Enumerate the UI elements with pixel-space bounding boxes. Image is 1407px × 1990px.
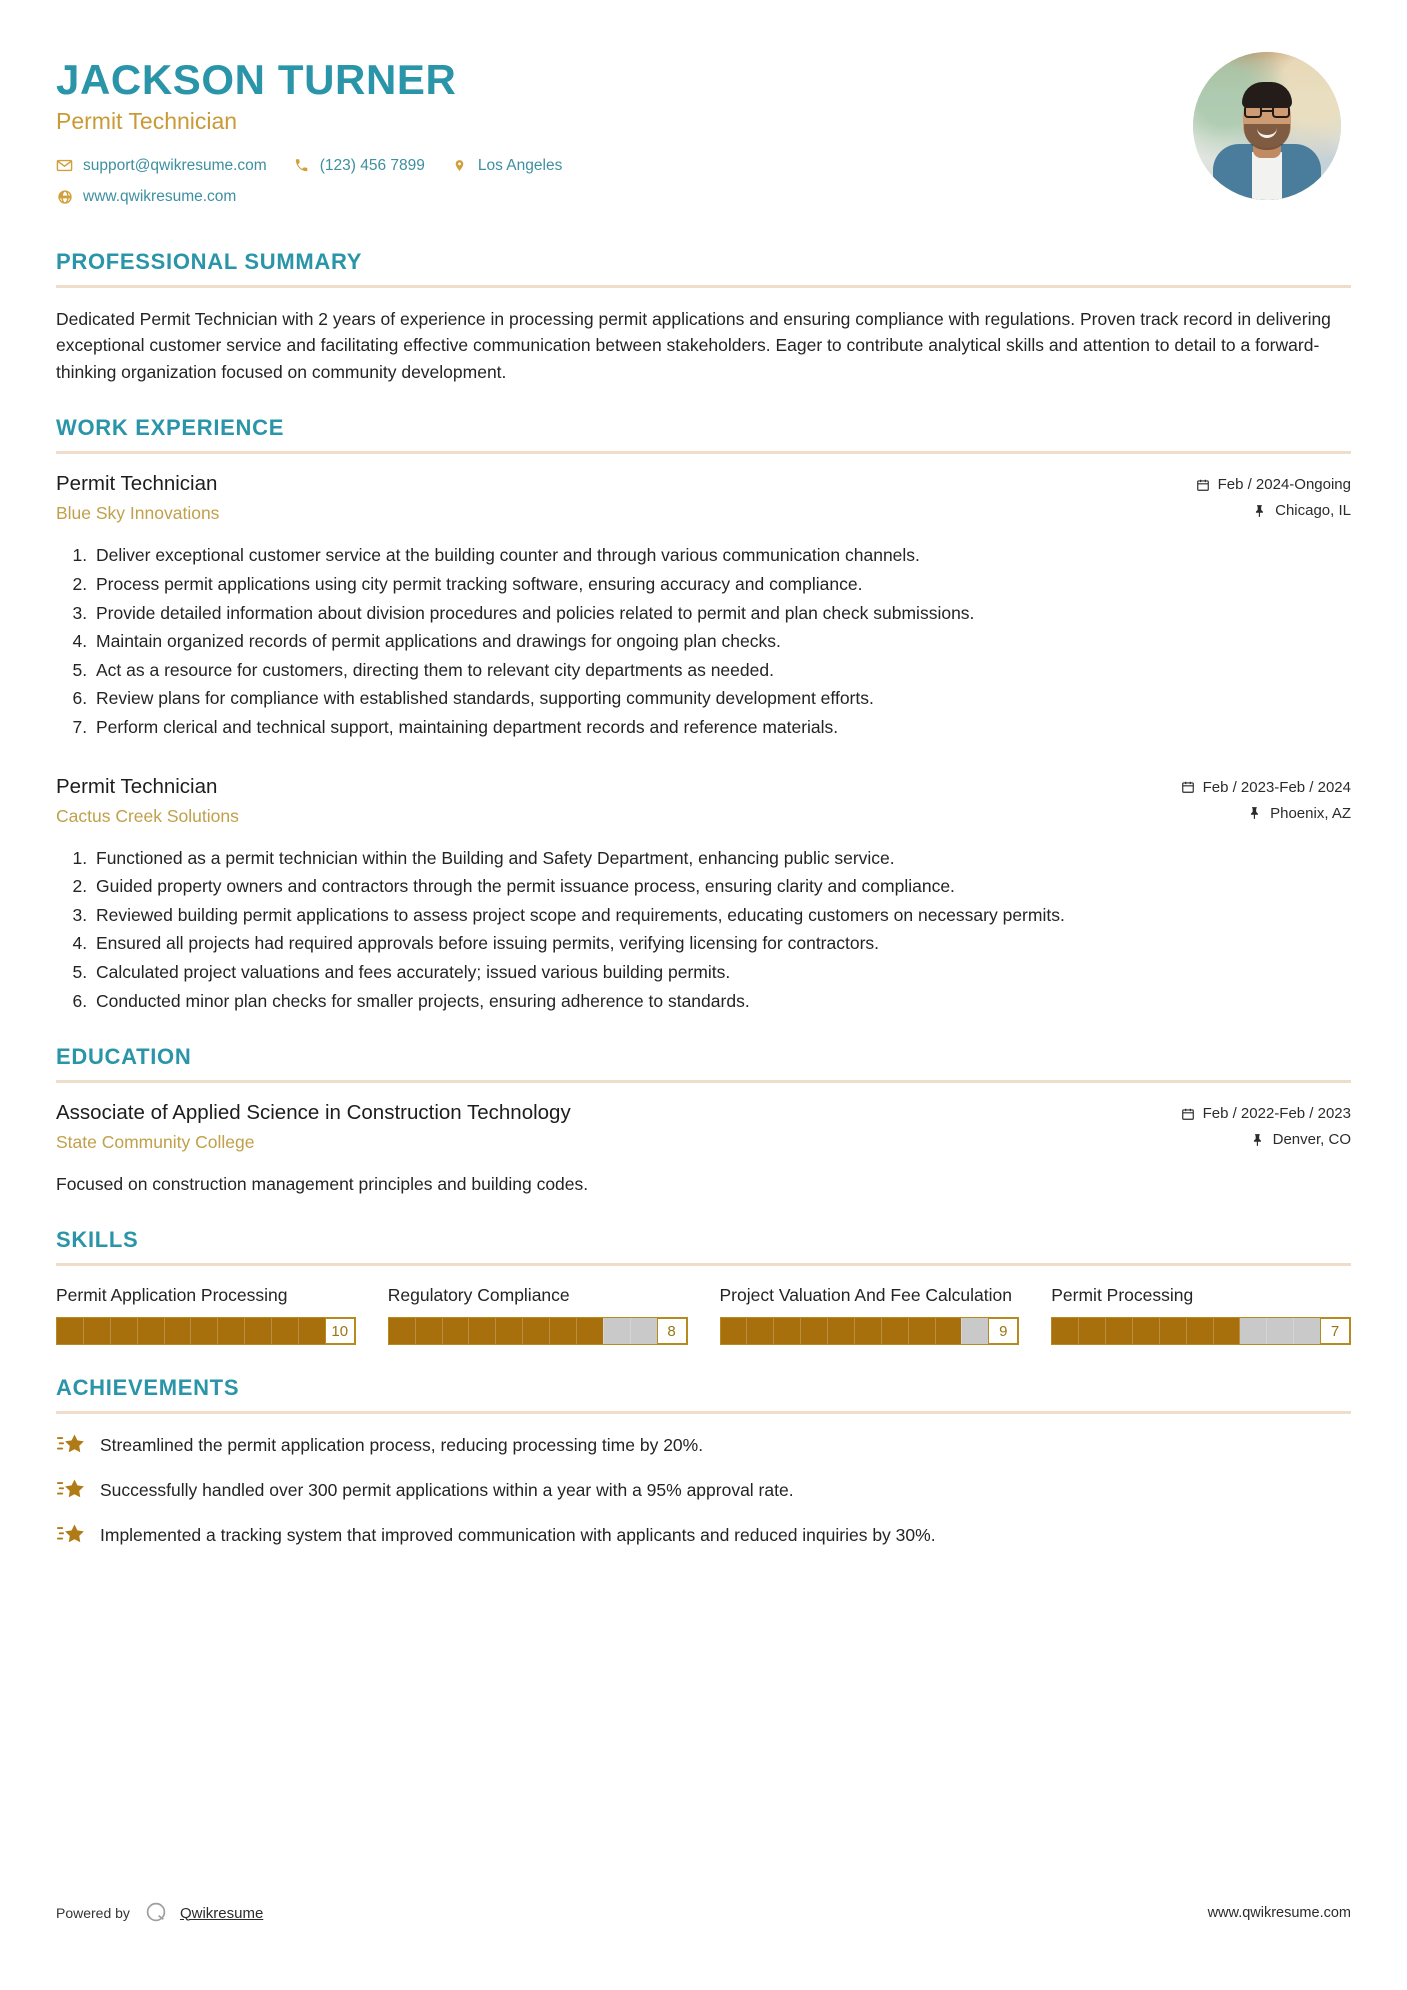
shooting-star-icon bbox=[56, 1477, 86, 1503]
section-professional-summary bbox=[56, 249, 1351, 386]
work-entry-location bbox=[1121, 805, 1351, 822]
work-entry-date-label: Feb / 2024-Ongoing bbox=[1217, 476, 1351, 494]
work-entry-meta bbox=[1121, 472, 1351, 528]
skill-bar-track bbox=[56, 1317, 326, 1345]
education-date-label: Feb / 2022-Feb / 2023 bbox=[1202, 1105, 1351, 1123]
work-entry-role: Permit Technician bbox=[56, 774, 218, 798]
contact-phone[interactable] bbox=[293, 157, 425, 175]
globe-icon bbox=[56, 188, 73, 205]
work-entry bbox=[56, 775, 1351, 1015]
avatar bbox=[1193, 52, 1341, 200]
summary-text: Dedicated Permit Technician with 2 years of experience in processing permit applications and ensuring compliance with regulations. Proven track record in delivering exceptional customer service and facilitating effective communication between stakeholders. Eager to contribute analytical skills and attention to detail to a forward-thinking organization focused on community development. bbox=[56, 308, 1331, 382]
section-title-skills: SKILLS bbox=[56, 1227, 139, 1253]
work-entry-company: Blue Sky Innovations bbox=[56, 503, 220, 524]
duty-item: 6. Conducted minor plan checks for smaller projects, ensuring adherence to standards. bbox=[92, 988, 1351, 1015]
skill-label: Project Valuation And Fee Calculation bbox=[719, 1285, 1012, 1306]
phone-icon bbox=[293, 157, 310, 174]
section-divider bbox=[56, 285, 1351, 288]
education-date bbox=[1121, 1105, 1351, 1122]
calendar-icon bbox=[1181, 780, 1195, 794]
achievement-item bbox=[56, 1522, 1351, 1548]
skill-score: 7 bbox=[1321, 1317, 1351, 1345]
duty-item: 5. Calculated project valuations and fees accurately; issued various building permits. bbox=[92, 959, 1351, 986]
contact-phone-label: (123) 456 7899 bbox=[319, 156, 425, 174]
education-entry-identity bbox=[56, 1101, 1121, 1153]
shooting-star-icon bbox=[56, 1522, 86, 1548]
section-work-experience bbox=[56, 415, 1351, 1014]
contact-block bbox=[56, 157, 1193, 206]
duty-item: 4. Maintain organized records of permit applications and drawings for ongoing plan checks. bbox=[92, 628, 1351, 655]
section-divider bbox=[56, 1080, 1351, 1083]
candidate-job-title: Permit Technician bbox=[56, 107, 238, 134]
education-description: Focused on construction management principles and building codes. bbox=[56, 1174, 589, 1195]
footer-website-url: www.qwikresume.com bbox=[1207, 1905, 1351, 1921]
education-entry-meta bbox=[1121, 1101, 1351, 1157]
section-skills bbox=[56, 1227, 1351, 1345]
skill-bar-track bbox=[388, 1317, 658, 1345]
work-entry-date bbox=[1121, 476, 1351, 493]
duty-item: 2. Guided property owners and contractors through the permit issuance process, ensuring clarity and compliance. bbox=[92, 873, 1351, 900]
work-entry-identity bbox=[56, 472, 1121, 524]
contact-email-label: support@qwikresume.com bbox=[83, 156, 267, 174]
duty-item: 1. Deliver exceptional customer service at the building counter and through various communication channels. bbox=[92, 542, 1351, 569]
section-title-education: EDUCATION bbox=[56, 1044, 192, 1070]
section-title-summary: PROFESSIONAL SUMMARY bbox=[56, 248, 363, 274]
calendar-icon bbox=[1181, 1107, 1195, 1121]
duty-item: 5. Act as a resource for customers, directing them to relevant city departments as needed. bbox=[92, 657, 1351, 684]
calendar-icon bbox=[1196, 478, 1210, 492]
education-entry-header bbox=[56, 1101, 1351, 1157]
skill-bar-ticks bbox=[721, 1318, 989, 1344]
work-entry-header bbox=[56, 775, 1351, 831]
skill-score: 8 bbox=[658, 1317, 688, 1345]
duty-item: 7. Perform clerical and technical support, maintaining department records and reference materials. bbox=[92, 714, 1351, 741]
duty-item: 3. Provide detailed information about division procedures and policies related to permit and plan check submissions. bbox=[92, 600, 1351, 627]
qwikresume-brand-link[interactable]: Qwikresume bbox=[179, 1904, 264, 1922]
skill-item bbox=[720, 1284, 1020, 1345]
section-achievements bbox=[56, 1375, 1351, 1548]
achievement-text: Successfully handled over 300 permit applications within a year with a 95% approval rate. bbox=[100, 1480, 794, 1501]
skill-bar-ticks bbox=[1052, 1318, 1320, 1344]
education-location bbox=[1121, 1131, 1351, 1148]
skill-score: 9 bbox=[989, 1317, 1019, 1345]
achievement-text: Streamlined the permit application process, reducing processing time by 20%. bbox=[100, 1435, 704, 1456]
achievement-text: Implemented a tracking system that improved communication with applicants and reduced inquiries by 30%. bbox=[100, 1525, 936, 1546]
skill-rating bbox=[56, 1317, 356, 1345]
section-title-achievements: ACHIEVEMENTS bbox=[56, 1375, 240, 1401]
section-education bbox=[56, 1044, 1351, 1197]
resume-header bbox=[56, 52, 1351, 219]
education-entry bbox=[56, 1101, 1351, 1197]
contact-row-primary bbox=[56, 157, 1193, 175]
duty-item: 6. Review plans for compliance with established standards, supporting community development efforts. bbox=[92, 685, 1351, 712]
skill-label: Permit Application Processing bbox=[56, 1285, 288, 1306]
skill-bar-ticks bbox=[389, 1318, 657, 1344]
pushpin-icon bbox=[1253, 504, 1267, 518]
work-entry-header bbox=[56, 472, 1351, 528]
shooting-star-icon bbox=[56, 1432, 86, 1458]
skill-bar-track bbox=[1051, 1317, 1321, 1345]
education-degree: Associate of Applied Science in Construction Technology bbox=[56, 1101, 571, 1125]
pushpin-icon bbox=[1248, 806, 1262, 820]
work-entry bbox=[56, 472, 1351, 740]
contact-location bbox=[451, 157, 562, 175]
section-divider bbox=[56, 1263, 1351, 1266]
section-title-work-experience: WORK EXPERIENCE bbox=[56, 415, 285, 441]
work-entry-company: Cactus Creek Solutions bbox=[56, 805, 239, 826]
achievements-list bbox=[56, 1432, 1351, 1548]
avatar-person bbox=[1193, 52, 1341, 200]
work-entry-location-label: Phoenix, AZ bbox=[1270, 804, 1351, 822]
contact-location-label: Los Angeles bbox=[477, 156, 563, 174]
skills-grid bbox=[56, 1284, 1351, 1345]
contact-email[interactable] bbox=[56, 157, 267, 175]
work-entry-date bbox=[1121, 779, 1351, 796]
section-divider bbox=[56, 1411, 1351, 1414]
duty-item: 1. Functioned as a permit technician within the Building and Safety Department, enhancing public service. bbox=[92, 845, 1351, 872]
duty-item: 2. Process permit applications using city permit tracking software, ensuring accuracy and compliance. bbox=[92, 571, 1351, 598]
work-entry-date-label: Feb / 2023-Feb / 2024 bbox=[1202, 778, 1351, 796]
skill-bar-ticks bbox=[57, 1318, 325, 1344]
work-entry-location-label: Chicago, IL bbox=[1275, 502, 1351, 520]
work-entry-identity bbox=[56, 775, 1121, 827]
contact-website-label: www.qwikresume.com bbox=[83, 187, 237, 205]
footer-brand-block bbox=[56, 1900, 263, 1926]
skill-label: Regulatory Compliance bbox=[387, 1285, 570, 1306]
work-entry-duties bbox=[56, 542, 1351, 740]
education-location-label: Denver, CO bbox=[1272, 1131, 1351, 1149]
skill-score: 10 bbox=[326, 1317, 356, 1345]
skill-rating bbox=[388, 1317, 688, 1345]
duty-item: 4. Ensured all projects had required approvals before issuing permits, verifying licensing for contractors. bbox=[92, 930, 1351, 957]
section-divider bbox=[56, 451, 1351, 454]
duty-item: 3. Reviewed building permit applications to assess project scope and requirements, educating customers on necessary permits. bbox=[92, 902, 1351, 929]
skill-item bbox=[56, 1284, 356, 1345]
achievement-item bbox=[56, 1477, 1351, 1503]
work-entry-duties bbox=[56, 845, 1351, 1015]
skill-rating bbox=[1051, 1317, 1351, 1345]
skill-item bbox=[1051, 1284, 1351, 1345]
achievement-item bbox=[56, 1432, 1351, 1458]
skill-label: Permit Processing bbox=[1051, 1285, 1194, 1306]
contact-website[interactable] bbox=[56, 188, 236, 206]
work-entry-meta bbox=[1121, 775, 1351, 831]
contact-row-website bbox=[56, 188, 1193, 206]
location-pin-icon bbox=[451, 157, 468, 174]
skill-item bbox=[388, 1284, 688, 1345]
envelope-icon bbox=[56, 157, 73, 174]
work-entry-role: Permit Technician bbox=[56, 472, 218, 496]
powered-by-label: Powered by bbox=[56, 1905, 130, 1921]
work-entry-location bbox=[1121, 502, 1351, 519]
pushpin-icon bbox=[1251, 1133, 1265, 1147]
candidate-name: JACKSON TURNER bbox=[56, 56, 457, 103]
avatar-shirt bbox=[1252, 152, 1282, 200]
header-text-block bbox=[56, 52, 1193, 219]
avatar-hair bbox=[1242, 82, 1292, 108]
education-institution: State Community College bbox=[56, 1132, 255, 1153]
skill-rating bbox=[720, 1317, 1020, 1345]
page-footer bbox=[56, 1900, 1351, 1926]
skill-bar-track bbox=[720, 1317, 990, 1345]
qwikresume-logo-icon bbox=[144, 1900, 170, 1926]
